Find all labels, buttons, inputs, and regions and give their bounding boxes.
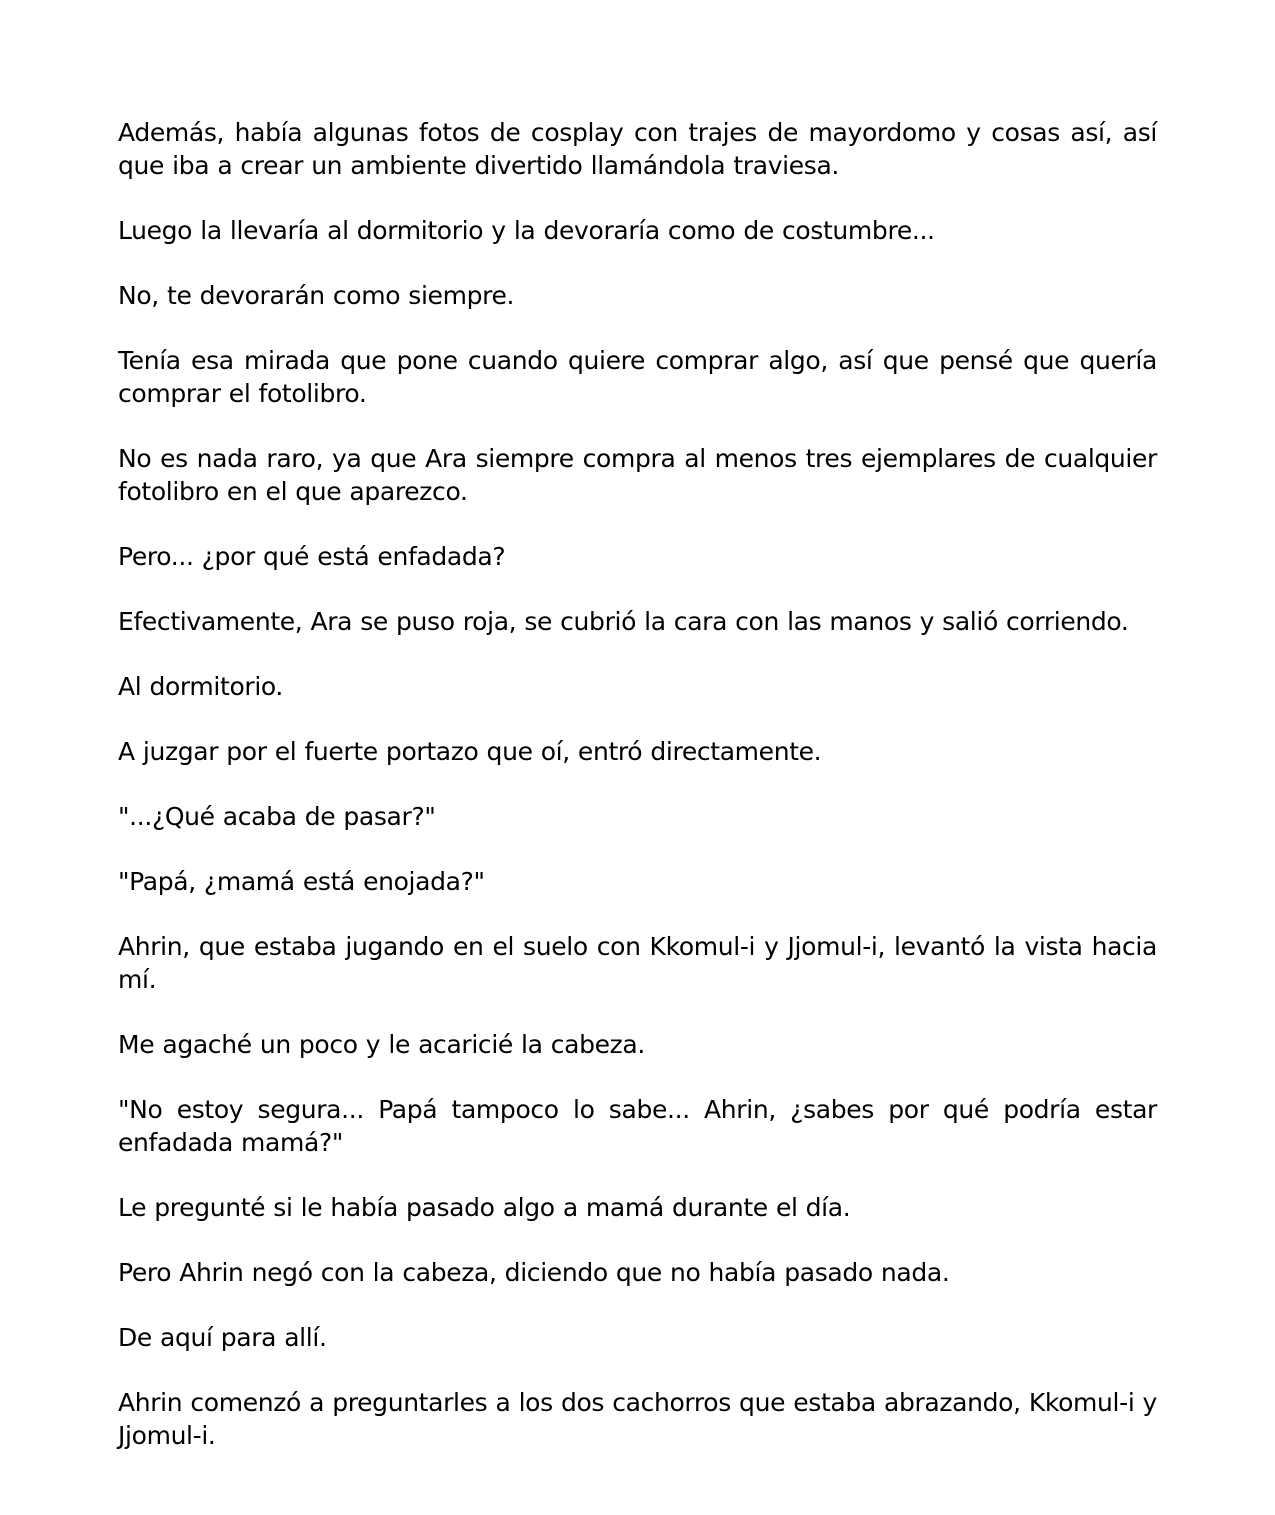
- paragraph: Pero Ahrin negó con la cabeza, diciendo que no había pasado nada.: [118, 1258, 950, 1287]
- document-body: [118, 116, 1157, 1484]
- paragraph: Además, había algunas fotos de cosplay con trajes de mayordomo y cosas así, así que iba a crear un ambiente divertido llamándola traviesa.: [118, 118, 1157, 180]
- paragraph: Al dormitorio.: [118, 672, 284, 701]
- paragraph: A juzgar por el fuerte portazo que oí, entró directamente.: [118, 737, 822, 766]
- paragraph: Me agaché un poco y le acaricié la cabeza.: [118, 1030, 645, 1059]
- paragraph: "No estoy segura... Papá tampoco lo sabe... Ahrin, ¿sabes por qué podría estar enfadada mamá?": [118, 1095, 1157, 1157]
- paragraph: Efectivamente, Ara se puso roja, se cubrió la cara con las manos y salió corriendo.: [118, 607, 1129, 636]
- paragraph: Pero... ¿por qué está enfadada?: [118, 542, 506, 571]
- paragraph: Ahrin comenzó a preguntarles a los dos cachorros que estaba abrazando, Kkomul-i y Jjomul-i.: [118, 1388, 1157, 1450]
- paragraph: De aquí para allí.: [118, 1323, 327, 1352]
- paragraph: Ahrin, que estaba jugando en el suelo con Kkomul-i y Jjomul-i, levantó la vista hacia mí.: [118, 932, 1157, 994]
- paragraph: No, te devorarán como siempre.: [118, 281, 515, 310]
- paragraph: No es nada raro, ya que Ara siempre compra al menos tres ejemplares de cualquier fotolibro en el que aparezco.: [118, 444, 1157, 506]
- paragraph: "...¿Qué acaba de pasar?": [118, 802, 436, 831]
- paragraph: Tenía esa mirada que pone cuando quiere comprar algo, así que pensé que quería comprar el fotolibro.: [118, 346, 1157, 408]
- paragraph: Le pregunté si le había pasado algo a mamá durante el día.: [118, 1193, 851, 1222]
- paragraph: "Papá, ¿mamá está enojada?": [118, 867, 485, 896]
- paragraph: Luego la llevaría al dormitorio y la devoraría como de costumbre...: [118, 216, 935, 245]
